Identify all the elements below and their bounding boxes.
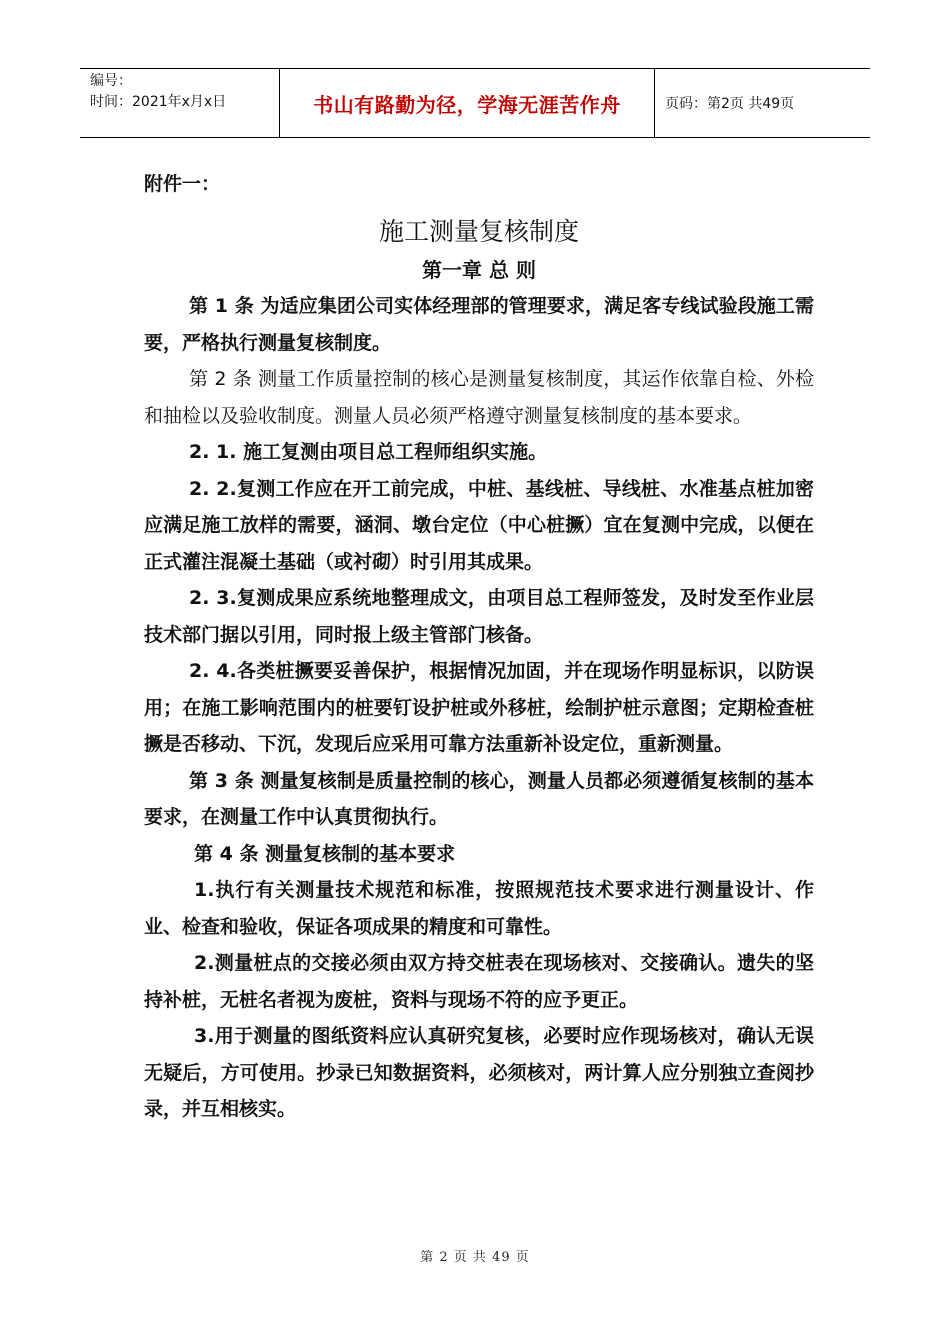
attachment-label: 附件一：	[144, 173, 221, 195]
article-2-4: 2. 4.各类桩撅要妥善保护，根据情况加固，并在现场作明显标识，以防误用；在施工影响范围内的桩要钉设护桩或外移桩，绘制护桩示意图；定期检查桩撅是否移动、下沉，发现后应采用可靠方法重新补设定位，重新测量。	[144, 660, 814, 755]
document-header	[80, 68, 870, 138]
number-label: 编号：	[90, 73, 132, 89]
page-footer: 第 2 页 共 49 页	[420, 1250, 530, 1265]
article-4: 第 4 条 测量复核制的基本要求	[194, 842, 456, 865]
article-2-1: 2. 1. 施工复测由项目总工程师组织实施。	[189, 441, 548, 463]
article-2-2: 2. 2.复测工作应在开工前完成，中桩、基线桩、导线桩、水准基点桩加密应满足施工放样的需要，涵洞、墩台定位（中心桩撅）宜在复测中完成，以便在正式灌注混凝土基础（或衬砌）时引用其成果。	[144, 477, 814, 573]
header-motto: 书山有路勤为径，学海无涯苦作舟	[280, 69, 655, 137]
article-3: 第 3 条 测量复核制是质量控制的核心，测量人员都必须遵循复核制的基本要求，在测量工作中认真贯彻执行。	[144, 769, 814, 828]
document-body	[144, 160, 814, 1128]
time-label: 时间：2021年x月x日	[90, 94, 227, 110]
requirement-2: 2.测量桩点的交接必须由双方持交桩表在现场核对、交接确认。遗失的坚持补桩，无桩名者视为废桩，资料与现场不符的应予更正。	[144, 952, 814, 1011]
requirement-3: 3.用于测量的图纸资料应认真研究复核，必要时应作现场核对，确认无误无疑后，方可使用。抄录已知数据资料，必须核对，两计算人应分别独立查阅抄录，并互相核实。	[144, 1025, 814, 1120]
article-2: 第 2 条 测量工作质量控制的核心是测量复核制度，其运作依靠自检、外检和抽检以及验收制度。测量人员必须严格遵守测量复核制度的基本要求。	[144, 368, 814, 427]
header-meta	[80, 69, 280, 137]
chapter-heading: 第一章 总 则	[422, 258, 536, 282]
requirement-1: 1.执行有关测量技术规范和标准，按照规范技术要求进行测量设计、作业、检查和验收，保证各项成果的精度和可靠性。	[144, 879, 814, 938]
document-title: 施工测量复核制度	[378, 217, 579, 246]
article-2-3: 2. 3.复测成果应系统地整理成文，由项目总工程师签发，及时发至作业层技术部门据以引用，同时报上级主管部门核备。	[144, 587, 814, 646]
header-page-info: 页码：第2页 共49页	[665, 96, 795, 112]
article-1: 第 1 条 为适应集团公司实体经理部的管理要求，满足客专线试验段施工需要，严格执行测量复核制度。	[144, 295, 814, 354]
